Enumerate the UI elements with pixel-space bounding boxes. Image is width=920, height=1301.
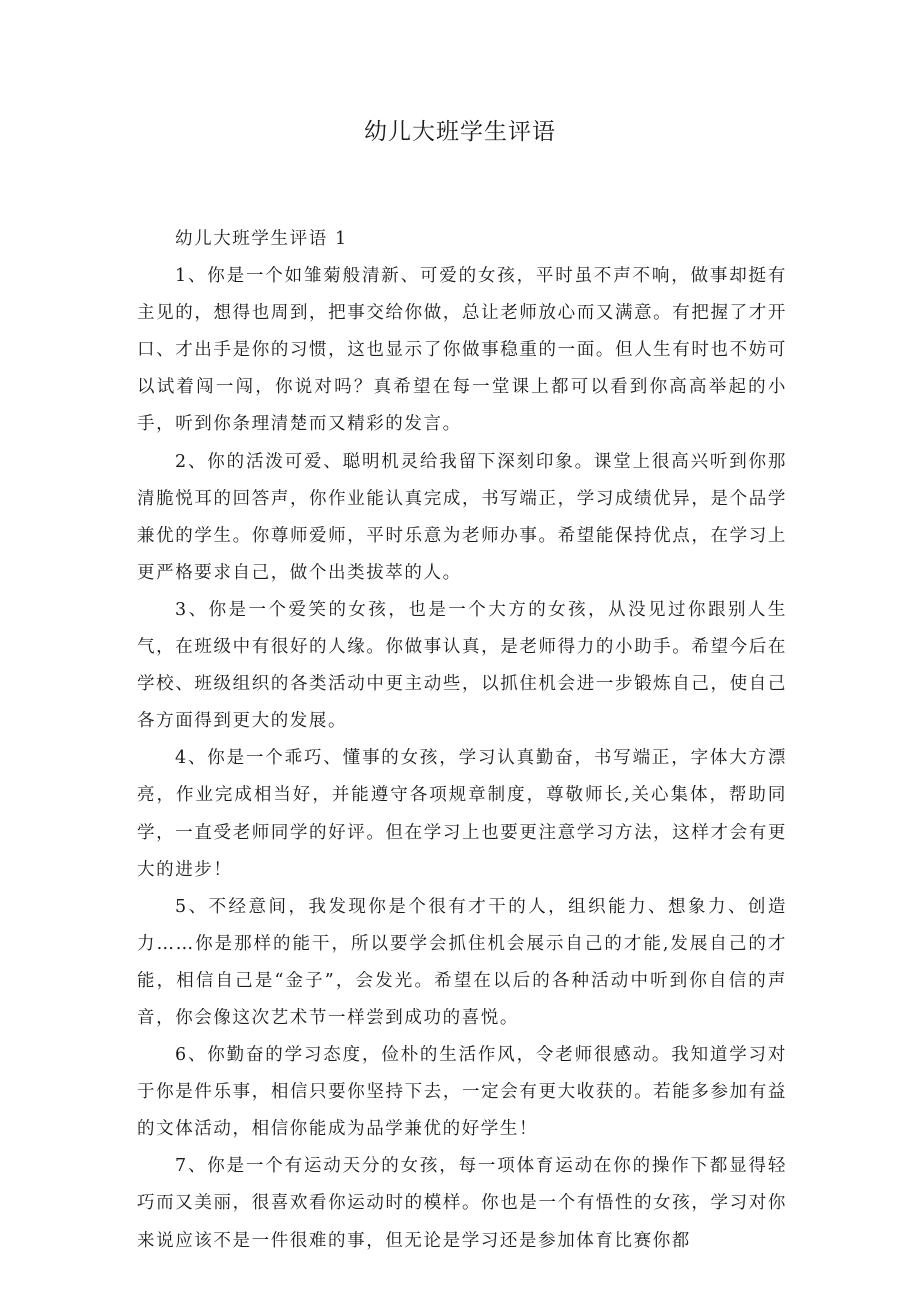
paragraph-1: 1、你是一个如雏菊般清新、可爱的女孩，平时虽不声不响，做事却挺有主见的，想得也周到，把事交给你做，总让老师放心而又满意。有把握了才开口、才出手是你的习惯，这也显示了你做事稳重的一面。但人生有时也不妨可以试着闯一闯，你说对吗？真希望在每一堂课上都可以看到你高高举起的小手，听到你条理清楚而又精彩的发言。: [137, 266, 787, 435]
paragraph-4: 4、你是一个乖巧、懂事的女孩，学习认真勤奋，书写端正，字体大方漂亮，作业完成相当好，并能遵守各项规章制度，尊敬师长,关心集体，帮助同学，一直受老师同学的好评。但在学习上也要更注意学习方法，这样才会有更大的进步！: [137, 748, 787, 880]
paragraph-2: 2、你的活泼可爱、聪明机灵给我留下深刻印象。课堂上很高兴听到你那清脆悦耳的回答声，你作业能认真完成，书写端正，学习成绩优异，是个品学兼优的学生。你尊师爱师，平时乐意为老师办事。希望能保持优点，在学习上更严格要求自己，做个出类拔萃的人。: [137, 451, 787, 583]
paragraph-6: 6、你勤奋的学习态度，俭朴的生活作风，令老师很感动。我知道学习对于你是件乐事，相信只要你坚持下去，一定会有更大收获的。若能多参加有益的文体活动，相信你能成为品学兼优的好学生！: [137, 1045, 787, 1140]
paragraph-5: 5、不经意间，我发现你是个很有才干的人，组织能力、想象力、创造力……你是那样的能干，所以要学会抓住机会展示自己的才能,发展自己的才能，相信自己是“金子”，会发光。希望在以后的各种活动中听到你自信的声音，你会像这次艺术节一样尝到成功的喜悦。: [137, 896, 787, 1028]
document-title: 幼儿大班学生评语: [364, 119, 556, 145]
section-heading: 幼儿大班学生评语 1: [175, 229, 348, 249]
document-body: [137, 221, 787, 1260]
paragraph-3: 3、你是一个爱笑的女孩，也是一个大方的女孩，从没见过你跟别人生气，在班级中有很好的人缘。你做事认真，是老师得力的小助手。希望今后在学校、班级组织的各类活动中更主动些，以抓住机会进一步锻炼自己，使自己各方面得到更大的发展。: [137, 599, 787, 732]
paragraph-7: 7、你是一个有运动天分的女孩，每一项体育运动在你的操作下都显得轻巧而又美丽，很喜欢看你运动时的模样。你也是一个有悟性的女孩，学习对你来说应该不是一件很难的事，但无论是学习还是参加体育比赛你都: [137, 1156, 787, 1251]
